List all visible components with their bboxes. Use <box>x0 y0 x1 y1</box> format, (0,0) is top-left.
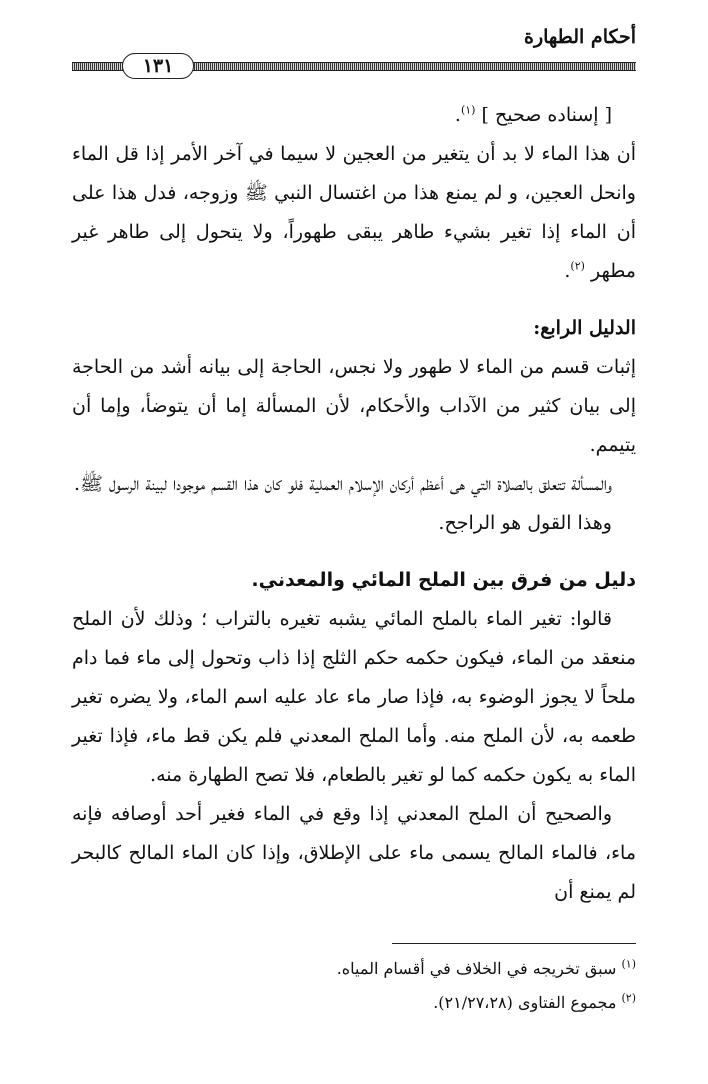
footnote-text: مجموع الفتاوى (٢١/٢٧،٢٨). <box>433 993 617 1012</box>
page-number: ١٣١ <box>122 53 194 79</box>
paragraph: قالوا: تغير الماء بالملح المائي يشبه تغيره بالتراب ؛ وذلك لأن الملح منعقد من الماء، فيكون حكمه حكم الثلج إذا ذاب وتحول إلى ماء فما دام ملحاً لا يجوز الوضوء به، فإذا صار ماء عاد عليه اسم الماء، ولا يضره تغير طعمه به، لأن الملح منه. وأما الملح المعدني فلم يكن قط ماء، فإذا تغير الماء به يكون حكمه كما لو تغير بالطعام، فلا تصح الطهارة منه. <box>72 608 636 786</box>
paragraph: إثبات قسم من الماء لا طهور ولا نجس، الحاجة إلى بيانه أشد من الحاجة إلى بيان كثير من الآداب والأحكام، لأن المسألة إما أن يتوضأ، وإما أن يتيمم. <box>72 356 636 456</box>
running-title: أحكام الطهارة <box>523 26 636 48</box>
footnote-mark: (٢) <box>621 991 636 1005</box>
section-heading: دليل من فرق بين الملح المائي والمعدني. <box>251 569 636 591</box>
punctuation: . <box>454 104 461 126</box>
punctuation: . <box>564 260 571 282</box>
paragraph: وهذا القول هو الراجح. <box>438 512 612 534</box>
footnote-mark: (١) <box>621 957 636 971</box>
footnote-text: سبق تخريجه في الخلاف في أقسام المياه. <box>336 959 617 978</box>
footnotes <box>72 952 636 1020</box>
footnote-ref: (١) <box>460 103 476 117</box>
footnote <box>72 952 636 986</box>
paragraph <box>72 135 636 291</box>
citation-text: [ إسناده صحيح ] <box>481 104 612 126</box>
paragraph-text: أن هذا الماء لا بد أن يتغير من العجين لا سيما في آخر الأمر إذا قل الماء وانحل العجين، و لم يمنع هذا من اغتسال النبي ﷺ وزوجه، فدل هذا على أن الماء إذا تغير بشيء طاهر يبقى طهوراً، ولا يتحول إلى طاهر غير مطهر <box>72 143 636 282</box>
footnote-divider <box>392 943 636 944</box>
paragraph: والصحيح أن الملح المعدني إذا وقع في الماء فغير أحد أوصافه فإنه ماء، فالماء المالح يسمى ماء على الإطلاق، وإذا كان الماء المالح كالبحر لم يمنع أن <box>72 803 636 903</box>
page-header <box>72 26 636 86</box>
paragraph: والمسألة تتعلق بالصلاة التي هى أعظم أركان الإسلام العملية فلو كان هذا القسم موجودا لبينة الرسول ﷺ. <box>73 473 612 495</box>
section-heading: الدليل الرابع: <box>533 317 636 339</box>
footnote <box>72 986 636 1020</box>
body-text <box>72 96 636 912</box>
footnote-ref: (٢) <box>570 259 585 273</box>
paragraph <box>72 96 636 135</box>
